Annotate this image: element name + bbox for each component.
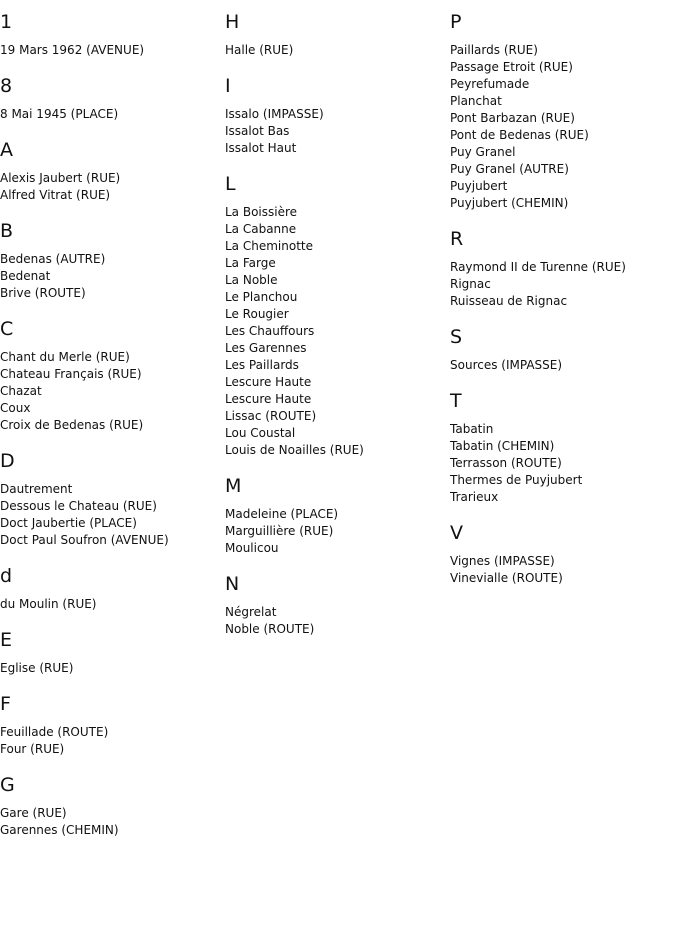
street-name: Les Chauffours bbox=[225, 324, 315, 338]
letter-heading: C bbox=[0, 318, 14, 340]
street-name: 8 Mai 1945 (PLACE) bbox=[0, 107, 119, 121]
street-name: Thermes de Puyjubert bbox=[450, 473, 583, 487]
street-name: Halle (RUE) bbox=[225, 43, 294, 57]
street-name: Gare (RUE) bbox=[0, 806, 67, 820]
letter-group bbox=[0, 692, 220, 758]
street-name: Croix de Bedenas (RUE) bbox=[0, 418, 144, 432]
street-list bbox=[0, 170, 220, 204]
letter-group bbox=[0, 74, 220, 123]
street-name: La Boissière bbox=[225, 205, 298, 219]
street-name: Madeleine (PLACE) bbox=[225, 507, 339, 521]
street-name: Puy Granel (AUTRE) bbox=[450, 162, 569, 176]
letter-group bbox=[0, 449, 220, 549]
letter-group bbox=[225, 474, 445, 557]
index-column-1 bbox=[0, 10, 220, 839]
street-name: Rignac bbox=[450, 277, 491, 291]
street-list bbox=[0, 724, 220, 758]
street-name: Four (RUE) bbox=[0, 742, 65, 756]
street-name: Négrelat bbox=[225, 605, 277, 619]
street-name: La Cabanne bbox=[225, 222, 297, 236]
letter-heading: N bbox=[225, 573, 240, 595]
street-name: Raymond II de Turenne (RUE) bbox=[450, 260, 626, 274]
street-name: Passage Etroit (RUE) bbox=[450, 60, 573, 74]
letter-heading: E bbox=[0, 629, 13, 651]
street-list bbox=[225, 42, 445, 59]
letter-heading: 8 bbox=[0, 75, 13, 97]
letter-group bbox=[0, 219, 220, 302]
street-name: Issalot Bas bbox=[225, 124, 290, 138]
letter-group bbox=[225, 172, 445, 459]
street-name: Tabatin (CHEMIN) bbox=[450, 439, 555, 453]
street-name: Moulicou bbox=[225, 541, 279, 555]
street-name: Bedenat bbox=[0, 269, 51, 283]
letter-heading: F bbox=[0, 693, 11, 715]
street-list bbox=[450, 259, 670, 310]
street-name: Les Paillards bbox=[225, 358, 299, 372]
letter-group bbox=[0, 773, 220, 839]
letter-heading: R bbox=[450, 228, 464, 250]
letter-group bbox=[450, 325, 670, 374]
letter-heading: d bbox=[0, 565, 13, 587]
street-name: Ruisseau de Rignac bbox=[450, 294, 568, 308]
street-name: Bedenas (AUTRE) bbox=[0, 252, 106, 266]
index-column-2 bbox=[225, 10, 445, 638]
street-name: Peyrefumade bbox=[450, 77, 530, 91]
street-name: Feuillade (ROUTE) bbox=[0, 725, 109, 739]
letter-heading: 1 bbox=[0, 11, 13, 33]
letter-group bbox=[450, 521, 670, 587]
street-name: Sources (IMPASSE) bbox=[450, 358, 563, 372]
street-name: 19 Mars 1962 (AVENUE) bbox=[0, 43, 145, 57]
letter-group bbox=[225, 10, 445, 59]
letter-group bbox=[0, 138, 220, 204]
street-name: Chant du Merle (RUE) bbox=[0, 350, 130, 364]
street-name: Dessous le Chateau (RUE) bbox=[0, 499, 157, 513]
street-list bbox=[0, 349, 220, 434]
letter-heading: A bbox=[0, 139, 13, 161]
street-name: Eglise (RUE) bbox=[0, 661, 74, 675]
street-name: Vinevialle (ROUTE) bbox=[450, 571, 563, 585]
letter-heading: M bbox=[225, 475, 242, 497]
letter-group bbox=[225, 572, 445, 638]
street-name: Paillards (RUE) bbox=[450, 43, 538, 57]
street-name: Lou Coustal bbox=[225, 426, 296, 440]
street-name: La Cheminotte bbox=[225, 239, 313, 253]
street-name: Brive (ROUTE) bbox=[0, 286, 86, 300]
street-name: Issalo (IMPASSE) bbox=[225, 107, 324, 121]
letter-heading: L bbox=[225, 173, 236, 195]
letter-heading: D bbox=[0, 450, 15, 472]
street-name: Coux bbox=[0, 401, 31, 415]
street-name: Tabatin bbox=[450, 422, 494, 436]
street-name: Chazat bbox=[0, 384, 42, 398]
street-name: Doct Paul Soufron (AVENUE) bbox=[0, 533, 169, 547]
street-name: Puyjubert (CHEMIN) bbox=[450, 196, 569, 210]
street-name: Pont de Bedenas (RUE) bbox=[450, 128, 589, 142]
street-name: Louis de Noailles (RUE) bbox=[225, 443, 364, 457]
street-name: Puyjubert bbox=[450, 179, 508, 193]
street-list bbox=[0, 251, 220, 302]
street-name: Pont Barbazan (RUE) bbox=[450, 111, 575, 125]
street-name: La Noble bbox=[225, 273, 278, 287]
street-name: du Moulin (RUE) bbox=[0, 597, 97, 611]
street-name: Trarieux bbox=[450, 490, 499, 504]
street-name: Le Rougier bbox=[225, 307, 289, 321]
street-list bbox=[225, 106, 445, 157]
street-name: Marguillière (RUE) bbox=[225, 524, 334, 538]
street-list bbox=[450, 42, 670, 212]
street-name: Vignes (IMPASSE) bbox=[450, 554, 555, 568]
street-name: Garennes (CHEMIN) bbox=[0, 823, 119, 837]
street-list bbox=[0, 660, 220, 677]
letter-heading: V bbox=[450, 522, 463, 544]
letter-heading: I bbox=[225, 75, 231, 97]
letter-group bbox=[450, 389, 670, 506]
street-list bbox=[0, 596, 220, 613]
index-column-3 bbox=[450, 10, 670, 587]
street-name: Alfred Vitrat (RUE) bbox=[0, 188, 111, 202]
street-list bbox=[225, 604, 445, 638]
street-name: Alexis Jaubert (RUE) bbox=[0, 171, 121, 185]
street-name: Noble (ROUTE) bbox=[225, 622, 315, 636]
letter-group bbox=[0, 10, 220, 59]
street-name: Terrasson (ROUTE) bbox=[450, 456, 562, 470]
street-name: Issalot Haut bbox=[225, 141, 297, 155]
street-name: Dautrement bbox=[0, 482, 73, 496]
street-list bbox=[0, 481, 220, 549]
street-list bbox=[0, 805, 220, 839]
street-list bbox=[450, 553, 670, 587]
street-name: La Farge bbox=[225, 256, 276, 270]
street-name: Chateau Français (RUE) bbox=[0, 367, 142, 381]
street-name: Doct Jaubertie (PLACE) bbox=[0, 516, 137, 530]
street-list bbox=[450, 421, 670, 506]
letter-heading: H bbox=[225, 11, 240, 33]
letter-heading: B bbox=[0, 220, 14, 242]
letter-group bbox=[0, 564, 220, 613]
letter-group bbox=[225, 74, 445, 157]
street-list bbox=[225, 506, 445, 557]
letter-heading: S bbox=[450, 326, 463, 348]
street-name: Planchat bbox=[450, 94, 502, 108]
street-name: Puy Granel bbox=[450, 145, 516, 159]
street-name: Lescure Haute bbox=[225, 375, 312, 389]
letter-heading: G bbox=[0, 774, 15, 796]
street-list bbox=[0, 106, 220, 123]
street-name: Lissac (ROUTE) bbox=[225, 409, 317, 423]
street-list bbox=[450, 357, 670, 374]
letter-group bbox=[450, 227, 670, 310]
letter-heading: T bbox=[450, 390, 462, 412]
street-name: Lescure Haute bbox=[225, 392, 312, 406]
street-name: Le Planchou bbox=[225, 290, 298, 304]
street-list bbox=[0, 42, 220, 59]
letter-group bbox=[0, 628, 220, 677]
letter-group bbox=[450, 10, 670, 212]
street-list bbox=[225, 204, 445, 459]
letter-group bbox=[0, 317, 220, 434]
letter-heading: P bbox=[450, 11, 462, 33]
street-name: Les Garennes bbox=[225, 341, 307, 355]
